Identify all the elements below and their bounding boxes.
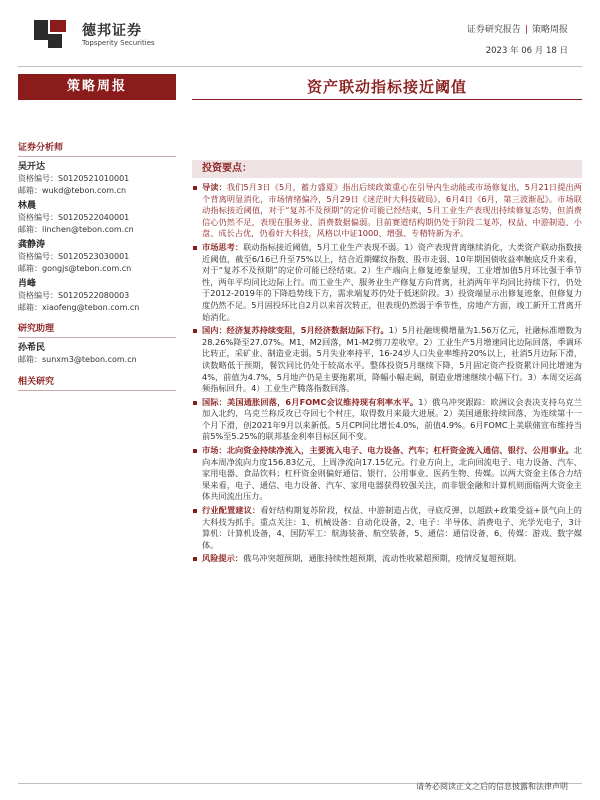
bullet-square-icon [193, 449, 197, 453]
bullet-square-icon [193, 401, 197, 405]
key-point-text: 1）5月社融规模增量为1.56万亿元，社融标准增数为28.26%降至27.07%。M1、M2回落，M1-M2剪刀差收窄。2）工业生产5月增速同比边际回落，季调环比转正，采矿业、制造业走弱。5月失业率持平，16-24岁人口失业率维持20%以上，社消5月边际下滑，读数略低于预期，餐饮同比仍处于较高水平。整体投资5月继续下降，5月固定资产投资累计同比增速为4%，前值为4.7%，5月地产仍是主要拖累项，降幅小幅走阔，制造业增速继续小幅下行。3）本周交运高频指标回升。4）工业生产腾落指数回落。 [202, 325, 582, 394]
analyst-cert: 资格编号：S0120521010001 [18, 174, 130, 183]
key-points-bar [192, 160, 582, 178]
related-research-heading: 相关研究 [18, 374, 176, 391]
company-logo [32, 16, 162, 56]
analyst-entry [18, 239, 176, 274]
report-series-tag: 策略周报 [18, 74, 176, 100]
sidebar [18, 74, 176, 786]
analyst-name: 龚静涛 [18, 240, 46, 250]
key-point-item [192, 445, 582, 503]
analyst-entry [18, 161, 176, 196]
key-points-list [192, 182, 582, 565]
analyst-cert: 资格编号：S0120523030001 [18, 252, 130, 261]
report-series: 策略周报 [531, 25, 568, 35]
key-point-lead: 市场思考： [202, 241, 244, 252]
assistant-heading: 研究助理 [18, 321, 176, 338]
analyst-name: 肖峰 [18, 279, 37, 289]
page-header [0, 0, 600, 70]
key-point-text: 看好结构期复苏阶段，权益、中游制造占优，寻底反弹，以超跌+政策受益+景气向上的大科技为抓手。重点关注：1、机械设备：自动化设备，2、电子：半导体、消费电子、光学光电子，3计算机：计算机设备，4、国防军工：航海装备、航空装备，5、通信：通信设备，6、传媒：游戏、数字媒体。 [202, 505, 582, 550]
key-point-lead: 市场：北向资金持续净流入，主要流入电子、电力设备、汽车；杠杆资金流入通信、银行、公用事业。 [202, 445, 574, 456]
assistant-name: 孙希民 [18, 343, 46, 353]
main-content [192, 74, 582, 567]
analyst-email: 邮箱：wukd@tebon.com.cn [18, 185, 127, 195]
analyst-entry [18, 278, 176, 313]
report-classification [467, 22, 568, 35]
bullet-square-icon [193, 186, 197, 190]
analyst-name: 吴开达 [18, 162, 46, 172]
key-point-text: 我们5月3日《5月，蓄力盛夏》指出后续政策重心在引导内生动能或市场修复出，5月21日提出两个背离明显消化，市场情绪偏冷，5月29日《迷茫时大科技破局》，6月4日《6月，第三波渐起》。市场联动指标接近阈值，对于“复苏不及预期”的定价可能已经结束，5月工业生产表现出持续修复态势，但消费信心仍然不足，表现在服务业、消费数据偏弱。目前赛道结构期仍处于阶段二复苏，权益、中游制造、小盘、成长占优，仍看好大科技，风格以中证1000、增强、专精特新为矛。 [202, 182, 582, 239]
key-point-item [192, 325, 582, 395]
key-point-lead: 导读： [202, 182, 227, 192]
key-point-lead: 国际：美国通胀回落，6月FOMC会议维持现有利率水平。 [202, 396, 419, 407]
key-point-text: 1）俄乌冲突跟踪：欧洲议会表决支持乌克兰加入北约，乌克兰称反攻已夺回七个村庄，取得数月来最大进展。2）美国通胀持续回落，为连续第十一个月下滑，创2021年9月以来新低。5月CPI同比增长4.0%，前值4.9%。6月FOMC上美联储宣布维持当前5%至5.25%的联邦基金利率目标区间不变。 [202, 396, 582, 442]
analyst-email: 邮箱：xiaofeng@tebon.com.cn [18, 302, 140, 312]
assistant-email: 邮箱：sunxm3@tebon.com.cn [18, 355, 137, 364]
report-type: 证券研究报告 [466, 25, 521, 35]
header-divider [18, 66, 582, 67]
key-points-label: 投资要点： [202, 163, 252, 174]
bullet-square-icon [193, 329, 197, 333]
key-point-item [192, 397, 582, 443]
header-separator: | [524, 25, 528, 35]
key-point-lead: 国内：经济复苏持续变阻，5月经济数据边际下行。 [202, 325, 389, 336]
bullet-square-icon [193, 557, 197, 561]
key-point-item [192, 505, 582, 551]
key-point-text: 联动指标接近阈值，5月工业生产表现不弱。1）资产表现背离继续消化，大类资产联动指数接近阈值，截至6/16已升至75%以上，结合近期螺纹指数、股市走弱、10年期国债收益率触底反升来看，对于“复苏不及预期”的定价可能已经结束。2）生产端向上修复迹象显现，工业增加值5月环比强于季节性，两年平均同比边际上行。而工业生产、服务业生产修复方向背离，社消两年平均同比持续下行，仍处于2012-2019年的下降趋势线下方，需求端复苏仍处于低迷阶段。3）投资端显示出修复迹象，但修复力度仍然不足。5月固投环比自2月以来首次转正，但表现仍然弱于季节性，房地产方面，竣工新开工背离开始消化。 [202, 241, 582, 322]
key-point-item [192, 182, 582, 240]
bullet-square-icon [193, 509, 197, 513]
key-point-lead: 行业配置建议： [202, 505, 261, 516]
company-logo-mark-icon [32, 16, 68, 52]
analyst-email: 邮箱：linchen@tebon.com.cn [18, 224, 134, 234]
report-date: 2023 年 06 月 18 日 [485, 46, 568, 56]
title-box [192, 74, 582, 100]
analyst-name: 林晨 [18, 201, 37, 211]
logo-chinese-name: 德邦证券 [82, 23, 142, 39]
footer-disclaimer: 请务必阅读正文之后的信息披露和法律声明 [416, 782, 568, 791]
key-point-text: 俄乌冲突超预期，通胀持续性超预期，流动性收紧超预期，疫情反复超预期。 [242, 553, 522, 564]
key-point-text: 北向本周净流向力度156.83亿元，上周净流向17.15亿元。行业方向上，北向回流电子、电力设备、汽车、家用电器、食品饮料；杠杆资金则偏好通信、银行、公用事业、医药生物、传媒。以两大资金主体合力结果来看，电子、通信、电力设备、汽车、家用电器获得较强关注，而非银金融和计算机则面临两大资金主体共同流出压力。 [202, 445, 582, 502]
analyst-cert: 资格编号：S0120522080003 [18, 291, 130, 300]
logo-english-name: Topsperity Securities [82, 39, 155, 47]
key-point-item [192, 242, 582, 323]
assistant-entry [18, 342, 176, 366]
analyst-email: 邮箱：gongjs@tebon.com.cn [18, 263, 132, 273]
analyst-entry [18, 200, 176, 235]
analyst-heading: 证券分析师 [18, 140, 176, 157]
report-title: 资产联动指标接近阈值 [306, 78, 467, 96]
analyst-cert: 资格编号：S0120522040001 [18, 213, 130, 222]
key-point-lead: 风险提示： [202, 553, 243, 564]
key-point-item [192, 553, 582, 565]
bullet-square-icon [193, 246, 197, 250]
